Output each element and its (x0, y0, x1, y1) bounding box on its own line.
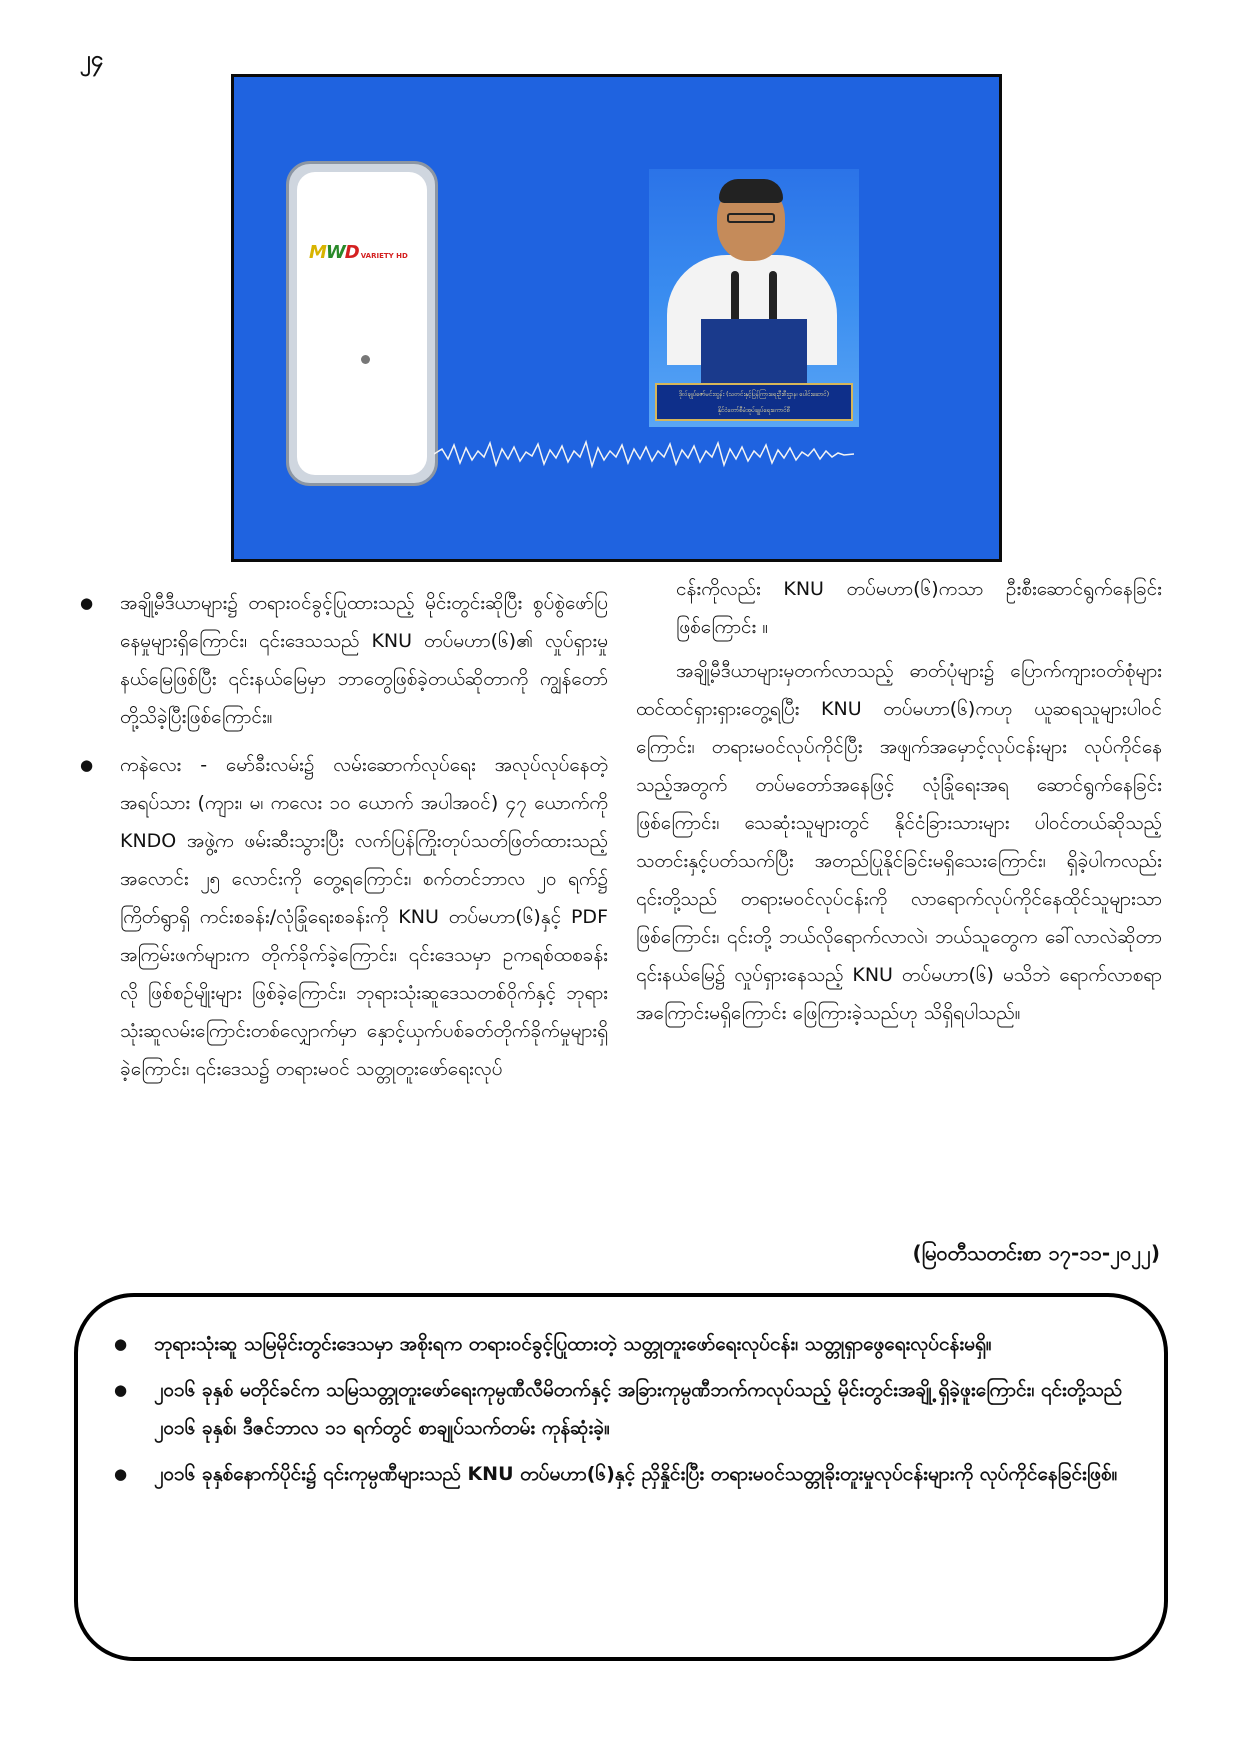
page-number: ၂၄ (80, 47, 104, 72)
news-video-figure (231, 74, 1002, 562)
right-column (636, 570, 1162, 1032)
smartphone-illustration (286, 161, 438, 486)
source-citation: (မြဝတီသတင်းစာ ၁၇-၁၁-၂၀၂၂) (912, 1241, 1160, 1265)
summary-item: ● ၂၀၁၆ ခုနှစ် မတိုင်ခင်က သမြသတ္တုတူးဖော်ရေးကုမ္ပဏီလီမိတက်နှင့် အခြားကုမ္ပဏီဘက်ကလုပ်သည့် မိုင်းတွင်းအချို့ ရှိခဲ့ဖူးကြောင်း၊ ၎င်းတို့သည် ၂၀၁၆ ခုနှစ်၊ ဒီဇင်ဘာလ ၁၁ ရက်တွင် စာချုပ်သက်တမ်း ကုန်ဆုံးခဲ့။ (114, 1371, 1124, 1447)
speaker-glasses (727, 213, 775, 223)
summary-box (74, 1293, 1168, 1661)
summary-item: ● ဘုရားသုံးဆူ သမြမိုင်းတွင်းဒေသမှာ အစိုးရက တရားဝင်ခွင့်ပြုထားတဲ့ သတ္တုတူးဖော်ရေးလုပ်ငန်း၊ သတ္တုရှာဖွေရေးလုပ်ငန်းမရှိ။ (114, 1325, 1124, 1363)
caption-line2: နိုင်ငံတော်စီမံအုပ်ချုပ်ရေးကောင်စီ (717, 407, 791, 414)
speaker-hair (719, 179, 783, 203)
speaker-photo (649, 169, 859, 427)
logo-sub-text: VARIETY HD (360, 252, 408, 260)
mwd-logo (309, 242, 408, 263)
bullet-paragraph: ● အချို့မီဒီယာများ၌ တရားဝင်ခွင့်ပြုထားသည့် မိုင်းတွင်းဆိုပြီး စွပ်စွဲဖော်ပြနေမှုများရှိကြောင်း၊ ၎င်းဒေသသည် KNU တပ်မဟာ(၆)၏ လှုပ်ရှားမှုနယ်မြေဖြစ်ပြီး ၎င်းနယ်မြေမှာ ဘာတွေဖြစ်ခဲ့တယ်ဆိုတာကို ကျွန်တော်တို့သိခဲ့ပြီးဖြစ်ကြောင်း။ (80, 584, 608, 736)
left-column (80, 584, 608, 1098)
summary-item: ● ၂၀၁၆ ခုနှစ်နောက်ပိုင်း၌ ၎င်းကုမ္ပဏီများသည် KNU တပ်မဟာ(၆)နှင့် ညှိနှိုင်းပြီး တရားမဝင်သတ္တုခိုးတူးမှုလုပ်ငန်းများကို လုပ်ကိုင်နေခြင်းဖြစ်။ (114, 1455, 1124, 1493)
audio-waveform-icon (434, 439, 854, 469)
logo-main: MWD (309, 242, 359, 263)
speaker-caption (655, 383, 853, 421)
caption-line1: ဒိုလ်ချုပ်ဇော်မင်းထွန်း (သတင်းနှင့်ပြန်ကြားရေးဦးစီးဌာန၊ ပေါင်းဆောင်) (678, 391, 830, 398)
bullet-paragraph: ● ကနဲလေး - မော်ခီးလမ်း၌ လမ်းဆောက်လုပ်ရေး အလုပ်လုပ်နေတဲ့ အရပ်သား (ကျား၊ မ၊ ကလေး ၁၀ ယောက် အပါအဝင်) ၄၇ ယောက်ကို KNDO အဖွဲ့က ဖမ်းဆီးသွားပြီး လက်ပြန်ကြိုးတုပ်သတ်ဖြတ်ထားသည့် အလောင်း ၂၅ လောင်းကို တွေ့ရကြောင်း၊ စက်တင်ဘာလ ၂၀ ရက်၌ ကြိတ်ရွာရှိ ကင်းစခန်း/လုံခြုံရေးစခန်းကို KNU တပ်မဟာ(၆)နှင့် PDF အကြမ်းဖက်များက တိုက်ခိုက်ခဲ့ကြောင်း၊ ၎င်းဒေသမှာ ဥကရစ်ထစခန်းလို ဖြစ်စဉ်မျိုးများ ဖြစ်ခဲ့ကြောင်း၊ ဘုရားသုံးဆူဒေသတစ်ဝိုက်နှင့် ဘုရားသုံးဆူလမ်းကြောင်းတစ်လျှောက်မှာ နှောင့်ယှက်ပစ်ခတ်တိုက်ခိုက်မှုများရှိခဲ့ကြောင်း၊ ၎င်းဒေသ၌ တရားမဝင် သတ္တုတူးဖော်ရေးလုပ် (80, 746, 608, 1088)
phone-button-icon (361, 355, 370, 364)
podium (701, 319, 807, 389)
body-paragraph: အချို့မီဒီယာများမှတက်လာသည့် ဓာတ်ပုံများ၌ ပြောက်ကျားဝတ်စုံများ ထင်ထင်ရှားရှားတွေ့ရပြီး KNU တပ်မဟာ(၆)ကဟု ယူဆရသူများပါဝင်ကြောင်း၊ တရားမဝင်လုပ်ကိုင်ပြီး အဖျက်အမှောင့်လုပ်ငန်းများ လုပ်ကိုင်နေသည့်အတွက် တပ်မတော်အနေဖြင့် လုံခြုံရေးအရ ဆောင်ရွက်နေခြင်းဖြစ်ကြောင်း၊ သေဆုံးသူများတွင် နိုင်ငံခြားသားများ ပါဝင်တယ်ဆိုသည့် သတင်းနှင့်ပတ်သက်ပြီး အတည်ပြုနိုင်ခြင်းမရှိသေးကြောင်း၊ ရှိခဲ့ပါကလည်း ၎င်းတို့သည် တရားမဝင်လုပ်ငန်းကို လာရောက်လုပ်ကိုင်နေထိုင်သူများသာဖြစ်ကြောင်း၊ ၎င်းတို့ ဘယ်လိုရောက်လာလဲ၊ ဘယ်သူတွေက ခေါ်လာလဲဆိုတာ ၎င်းနယ်မြေ၌ လှုပ်ရှားနေသည့် KNU တပ်မဟာ(၆) မသိဘဲ ရောက်လာစရာအကြောင်းမရှိကြောင်း ဖြေကြားခဲ့သည်ဟု သိရှိရပါသည်။ (636, 660, 1162, 1024)
phone-screen (297, 172, 427, 475)
continued-paragraph: ငန်းကိုလည်း KNU တပ်မဟာ(၆)ကသာ ဦးစီးဆောင်ရွက်နေခြင်းဖြစ်ကြောင်း ။ (676, 578, 1162, 638)
